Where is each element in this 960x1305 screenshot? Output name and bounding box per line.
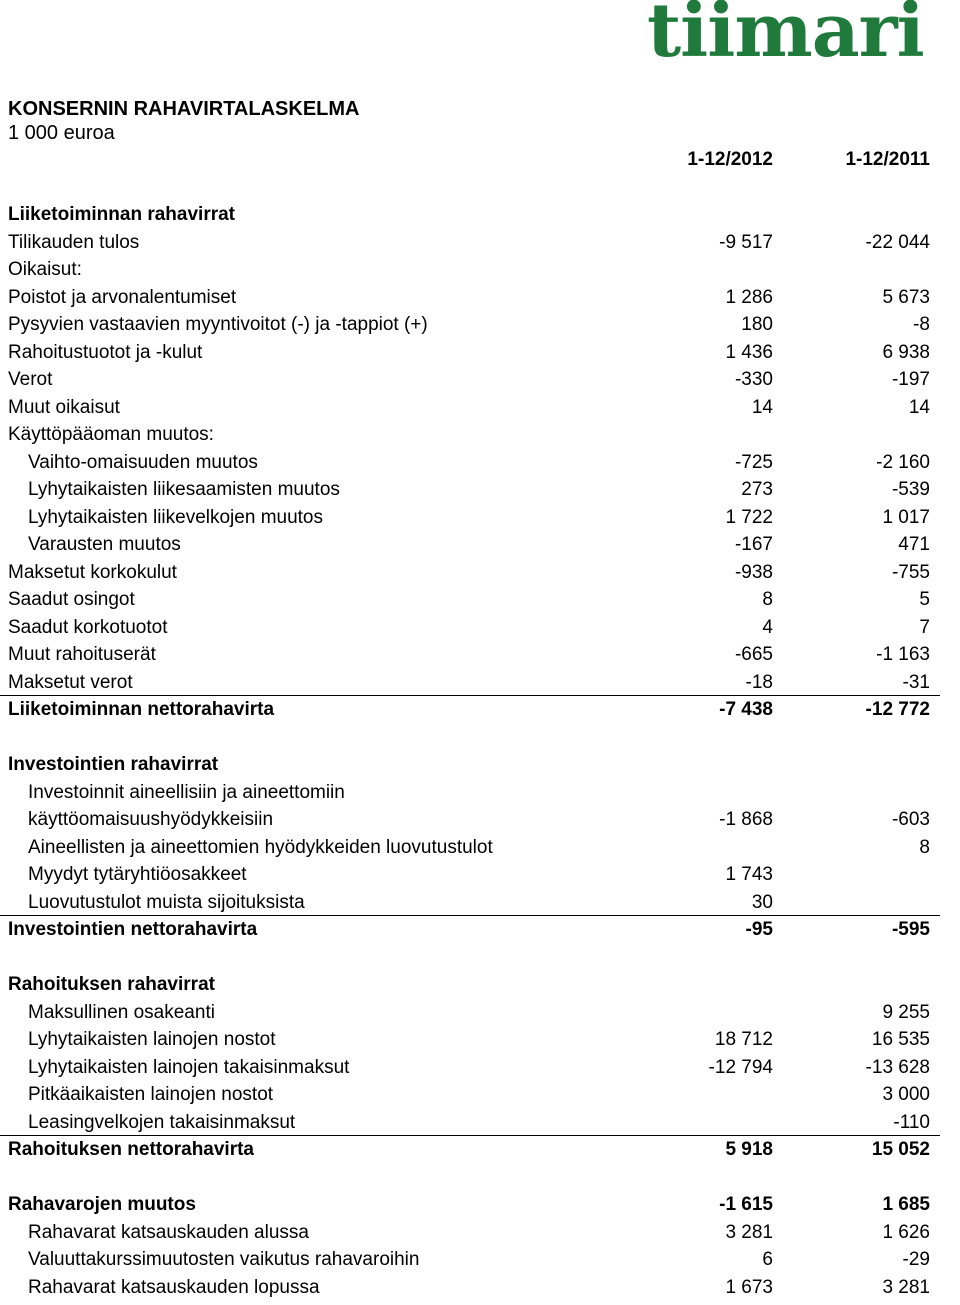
table-row xyxy=(0,394,960,422)
value-2011: 471 xyxy=(898,534,930,555)
value-2012: -1 615 xyxy=(719,1194,773,1215)
table-row xyxy=(0,174,960,202)
row-label: Aineellisten ja aineettomien hyödykkeiden luovutustulot xyxy=(28,836,493,858)
value-2011: 3 000 xyxy=(882,1084,930,1105)
table-row xyxy=(0,861,960,889)
value-2011: 1 685 xyxy=(882,1194,930,1215)
row-label: Luovutustulot muista sijoituksista xyxy=(28,891,305,913)
value-2012: 30 xyxy=(751,891,773,913)
value-2012: -95 xyxy=(745,919,773,940)
table-row xyxy=(0,339,960,367)
value-2012: 180 xyxy=(741,314,773,335)
value-2012: 18 712 xyxy=(714,1029,773,1050)
value-2011: 5 673 xyxy=(882,286,930,308)
row-label: Maksetut verot xyxy=(8,671,133,693)
row-label: Saadut osingot xyxy=(8,589,135,610)
table-row xyxy=(0,504,960,532)
row-label: Maksetut korkokulut xyxy=(8,561,177,583)
value-2011: -603 xyxy=(891,809,930,830)
value-2012: 3 281 xyxy=(725,1221,773,1243)
row-label: Tilikauden tulos xyxy=(8,231,140,253)
table-row xyxy=(0,476,960,504)
value-2011: -197 xyxy=(891,369,930,390)
table-row xyxy=(0,944,960,972)
row-label: Investointien nettorahavirta xyxy=(8,919,258,940)
value-2011: -595 xyxy=(891,919,930,940)
table-row xyxy=(0,806,960,834)
table-row xyxy=(0,531,960,559)
row-label: Lyhytaikaisten liikevelkojen muutos xyxy=(28,506,324,528)
table-row xyxy=(0,256,960,284)
row-label: Muut oikaisut xyxy=(8,396,120,418)
value-2011: -12 772 xyxy=(865,699,930,720)
value-2012: 1 743 xyxy=(725,864,773,885)
row-label: käyttöomaisuushyödykkeisiin xyxy=(28,809,274,830)
row-label: Poistot ja arvonalentumiset xyxy=(8,286,237,308)
table-row xyxy=(0,1109,960,1137)
row-label: Saadut korkotuotot xyxy=(8,616,168,638)
value-2012: -330 xyxy=(734,369,773,390)
row-label: Rahoitustuotot ja -kulut xyxy=(8,341,203,363)
row-label: Leasingvelkojen takaisinmaksut xyxy=(28,1111,296,1133)
value-2012: 5 918 xyxy=(725,1139,773,1160)
value-2011: 7 xyxy=(919,616,930,638)
value-2011: -1 163 xyxy=(876,644,930,665)
value-2012: -725 xyxy=(734,451,773,473)
value-2011: -29 xyxy=(902,1249,930,1270)
row-label: Lyhytaikaisten lainojen nostot xyxy=(28,1029,276,1050)
table-row xyxy=(0,751,960,779)
table-row xyxy=(0,614,960,642)
value-2011: 16 535 xyxy=(871,1029,930,1050)
value-2011: 8 xyxy=(919,836,930,858)
row-label: Lyhytaikaisten liikesaamisten muutos xyxy=(28,479,340,500)
table-row xyxy=(0,1246,960,1274)
table-row xyxy=(0,1026,960,1054)
table-row xyxy=(0,1136,960,1164)
column-header-2011: 1-12/2011 xyxy=(845,149,930,170)
table-row xyxy=(0,366,960,394)
row-label: Muut rahoituserät xyxy=(8,644,156,665)
value-2011: 9 255 xyxy=(882,1001,930,1023)
value-2012: 273 xyxy=(741,479,773,500)
table-row xyxy=(0,834,960,862)
value-2011: 15 052 xyxy=(871,1139,930,1160)
value-2012: -18 xyxy=(745,671,773,693)
row-label: Käyttöpääoman muutos: xyxy=(8,424,214,445)
table-row xyxy=(0,1191,960,1219)
value-2011: -22 044 xyxy=(865,231,930,253)
row-label: Pitkäaikaisten lainojen nostot xyxy=(28,1084,274,1105)
row-label: Vaihto-omaisuuden muutos xyxy=(28,451,258,473)
row-label: Myydyt tytäryhtiöosakkeet xyxy=(28,864,247,885)
value-2012: 1 722 xyxy=(725,506,773,528)
row-label: Oikaisut: xyxy=(8,259,82,280)
row-label: Rahavarat katsauskauden alussa xyxy=(28,1221,309,1243)
value-2012: 4 xyxy=(762,616,773,638)
value-2011: 1 017 xyxy=(882,506,930,528)
table-row xyxy=(0,999,960,1027)
value-2011: 5 xyxy=(919,589,930,610)
value-2012: 1 436 xyxy=(725,341,773,363)
value-2012: -938 xyxy=(734,561,773,583)
cash-flow-table xyxy=(0,146,960,1301)
value-2011: -755 xyxy=(891,561,930,583)
value-2011: -2 160 xyxy=(876,451,930,473)
row-label: Pysyvien vastaavien myyntivoitot (-) ja -tappiot (+) xyxy=(8,314,428,335)
table-row xyxy=(0,449,960,477)
table-row xyxy=(0,559,960,587)
value-2012: 8 xyxy=(762,589,773,610)
value-2012: -167 xyxy=(734,534,773,555)
row-label: Valuuttakurssimuutosten vaikutus rahavaroihin xyxy=(28,1249,420,1270)
value-2011: -110 xyxy=(893,1111,930,1133)
value-2012: -665 xyxy=(734,644,773,665)
value-2011: -8 xyxy=(913,314,930,335)
table-row xyxy=(0,1164,960,1192)
value-2012: -12 794 xyxy=(708,1056,773,1078)
table-row xyxy=(0,971,960,999)
table-row xyxy=(0,586,960,614)
table-row xyxy=(0,229,960,257)
row-label: Rahavarojen muutos xyxy=(8,1194,196,1215)
value-2011: 14 xyxy=(908,396,930,418)
value-2012: 14 xyxy=(751,396,773,418)
row-label: Rahavarat katsauskauden lopussa xyxy=(28,1276,320,1298)
table-row xyxy=(0,696,960,724)
row-label: Verot xyxy=(8,369,53,390)
value-2011: -13 628 xyxy=(865,1056,930,1078)
row-label: Varausten muutos xyxy=(28,534,181,555)
value-2011: 1 626 xyxy=(882,1221,930,1243)
table-row xyxy=(0,1081,960,1109)
value-2012: 1 673 xyxy=(725,1276,773,1298)
value-2011: -31 xyxy=(902,671,930,693)
row-label: Rahoituksen rahavirrat xyxy=(8,974,215,995)
table-row xyxy=(0,421,960,449)
value-2011: 6 938 xyxy=(882,341,930,363)
row-label: Rahoituksen nettorahavirta xyxy=(8,1139,254,1160)
column-header-2012: 1-12/2012 xyxy=(687,149,773,170)
table-row xyxy=(0,641,960,669)
table-row xyxy=(0,889,960,917)
table-row xyxy=(0,311,960,339)
statement-title: KONSERNIN RAHAVIRTALASKELMA xyxy=(8,98,360,120)
row-label: Liiketoiminnan rahavirrat xyxy=(8,204,236,225)
table-row xyxy=(0,201,960,229)
table-row xyxy=(0,916,960,944)
row-label: Lyhytaikaisten lainojen takaisinmaksut xyxy=(28,1056,350,1078)
table-row xyxy=(0,669,960,697)
statement-unit: 1 000 euroa xyxy=(8,122,115,144)
tiimari-logo: tiimari xyxy=(647,0,924,74)
row-label: Maksullinen osakeanti xyxy=(28,1001,215,1023)
row-label: Investointien rahavirrat xyxy=(8,754,219,775)
column-header-row xyxy=(0,146,960,174)
value-2011: 3 281 xyxy=(882,1276,930,1298)
value-2012: -9 517 xyxy=(719,231,773,253)
row-label: Investoinnit aineellisiin ja aineettomiin xyxy=(28,781,345,803)
table-row xyxy=(0,724,960,752)
table-row xyxy=(0,1054,960,1082)
table-row xyxy=(0,284,960,312)
table-row xyxy=(0,1274,960,1302)
value-2012: -7 438 xyxy=(719,699,773,720)
value-2011: -539 xyxy=(891,479,930,500)
table-row xyxy=(0,779,960,807)
value-2012: 6 xyxy=(762,1249,773,1270)
value-2012: 1 286 xyxy=(725,286,773,308)
value-2012: -1 868 xyxy=(719,809,773,830)
table-row xyxy=(0,1219,960,1247)
row-label: Liiketoiminnan nettorahavirta xyxy=(8,699,275,720)
